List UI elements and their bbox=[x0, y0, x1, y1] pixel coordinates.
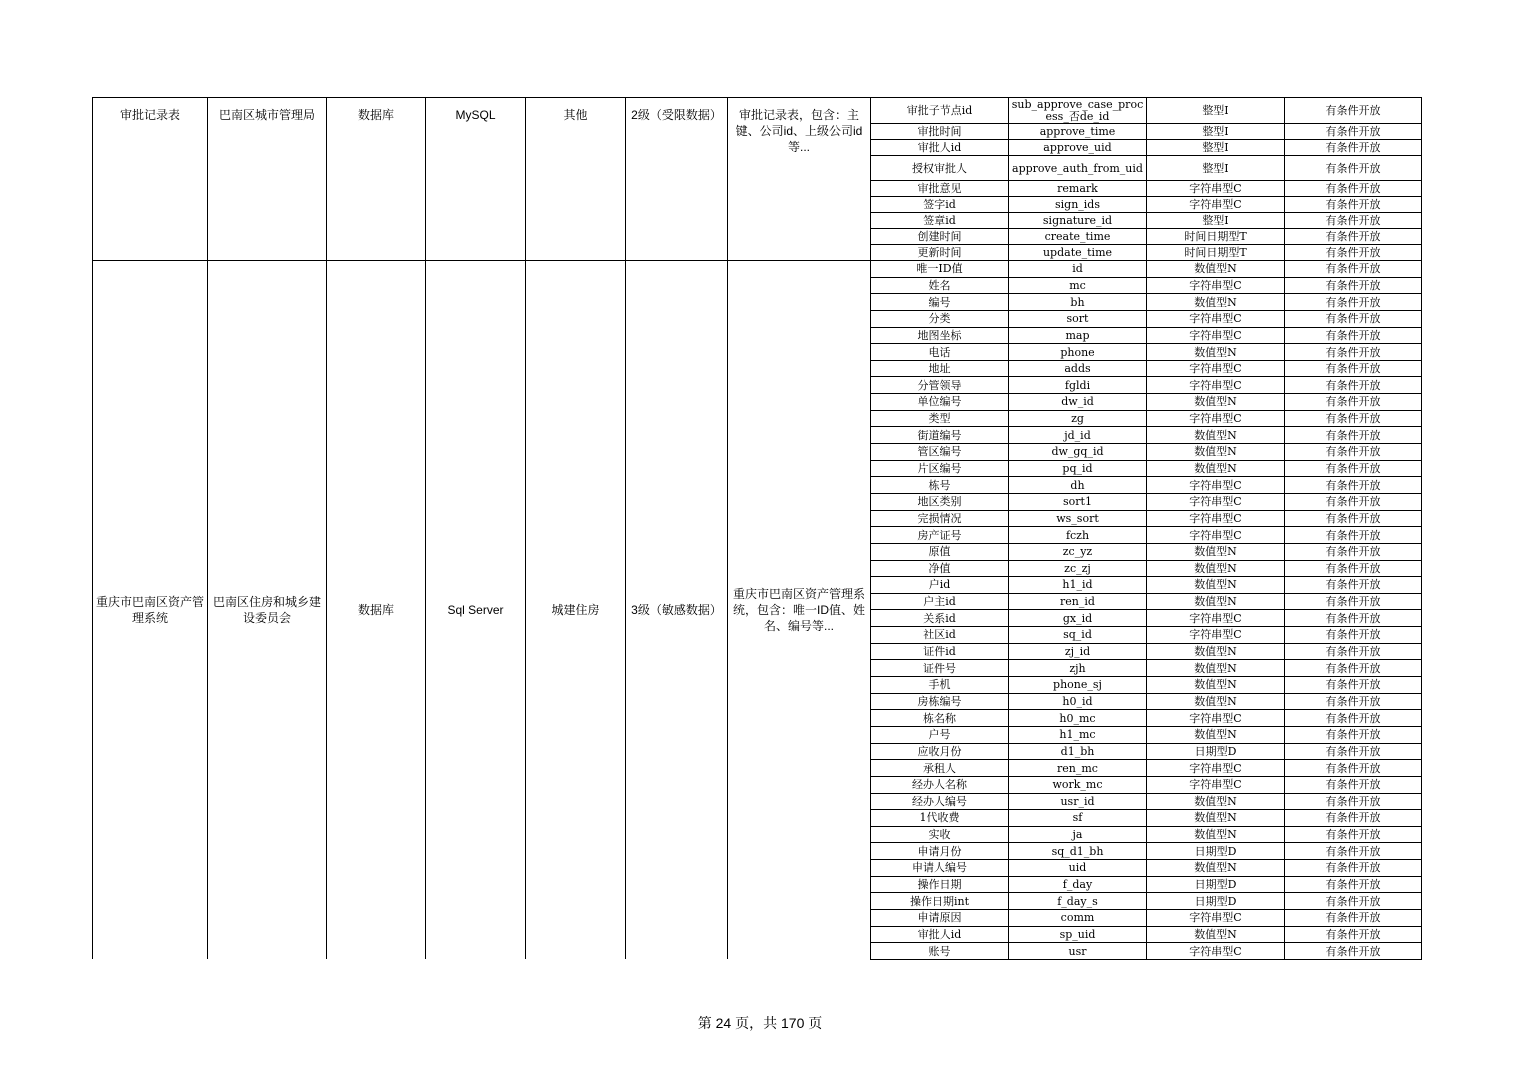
field-name-cell: 申请原因 bbox=[871, 909, 1009, 926]
security-level-cell-text: 3级（敏感数据） bbox=[631, 603, 722, 618]
field-type-cell: 字符串型C bbox=[1147, 943, 1285, 960]
field-type-cell: 字符串型C bbox=[1147, 627, 1285, 644]
field-code-cell: sort bbox=[1009, 310, 1147, 327]
field-type-cell: 整型I bbox=[1147, 98, 1285, 124]
field-name-cell: 片区编号 bbox=[871, 460, 1009, 477]
dbms-cell-text: Sql Server bbox=[447, 603, 504, 618]
field-name-cell: 更新时间 bbox=[871, 245, 1009, 261]
open-condition-cell: 有条件开放 bbox=[1285, 460, 1422, 477]
field-code-cell: sign_ids bbox=[1009, 197, 1147, 213]
field-code-cell: mc bbox=[1009, 277, 1147, 294]
field-code-cell: f_day bbox=[1009, 876, 1147, 893]
field-name-cell: 完损情况 bbox=[871, 510, 1009, 527]
open-condition-cell: 有条件开放 bbox=[1285, 760, 1422, 777]
field-code-cell: approve_time bbox=[1009, 124, 1147, 140]
field-type-cell: 字符串型C bbox=[1147, 410, 1285, 427]
field-code-cell: zjh bbox=[1009, 660, 1147, 677]
field-name-cell: 证件id bbox=[871, 643, 1009, 660]
field-type-cell: 字符串型C bbox=[1147, 277, 1285, 294]
dbms-cell-text: MySQL bbox=[455, 108, 496, 122]
open-condition-cell: 有条件开放 bbox=[1285, 593, 1422, 610]
open-condition-cell: 有条件开放 bbox=[1285, 627, 1422, 644]
open-condition-cell: 有条件开放 bbox=[1285, 909, 1422, 926]
field-type-cell: 字符串型C bbox=[1147, 610, 1285, 627]
field-name-cell: 单位编号 bbox=[871, 394, 1009, 411]
open-condition-cell: 有条件开放 bbox=[1285, 213, 1422, 229]
open-condition-cell: 有条件开放 bbox=[1285, 140, 1422, 156]
table-row bbox=[93, 261, 1422, 278]
field-type-cell: 数值型N bbox=[1147, 660, 1285, 677]
field-code-cell: ren_id bbox=[1009, 593, 1147, 610]
field-type-cell: 日期型D bbox=[1147, 743, 1285, 760]
open-condition-cell: 有条件开放 bbox=[1285, 245, 1422, 261]
field-code-cell: ren_mc bbox=[1009, 760, 1147, 777]
field-name-cell: 实收 bbox=[871, 826, 1009, 843]
field-name-cell: 街道编号 bbox=[871, 427, 1009, 444]
field-name-cell: 原值 bbox=[871, 543, 1009, 560]
field-name-cell: 户id bbox=[871, 577, 1009, 594]
data-catalog-table bbox=[92, 97, 1422, 960]
department-cell bbox=[208, 261, 327, 960]
field-type-cell: 数值型N bbox=[1147, 394, 1285, 411]
open-condition-cell: 有条件开放 bbox=[1285, 510, 1422, 527]
field-code-cell: adds bbox=[1009, 360, 1147, 377]
open-condition-cell: 有条件开放 bbox=[1285, 394, 1422, 411]
field-code-cell: phone_sj bbox=[1009, 677, 1147, 694]
field-type-cell: 数值型N bbox=[1147, 810, 1285, 827]
department-cell bbox=[208, 98, 327, 261]
description-cell bbox=[728, 98, 871, 261]
category-cell-text: 城建住房 bbox=[551, 603, 600, 618]
field-type-cell: 数值型N bbox=[1147, 693, 1285, 710]
field-code-cell: zc_yz bbox=[1009, 543, 1147, 560]
field-type-cell: 数值型N bbox=[1147, 926, 1285, 943]
open-condition-cell: 有条件开放 bbox=[1285, 229, 1422, 245]
dbms-cell bbox=[426, 261, 526, 960]
field-name-cell: 创建时间 bbox=[871, 229, 1009, 245]
field-code-cell: remark bbox=[1009, 181, 1147, 197]
field-type-cell: 字符串型C bbox=[1147, 377, 1285, 394]
field-code-cell: f_day_s bbox=[1009, 893, 1147, 910]
open-condition-cell: 有条件开放 bbox=[1285, 377, 1422, 394]
field-name-cell: 关系id bbox=[871, 610, 1009, 627]
field-code-cell: signature_id bbox=[1009, 213, 1147, 229]
security-level-cell bbox=[626, 98, 728, 261]
field-type-cell: 字符串型C bbox=[1147, 527, 1285, 544]
field-name-cell: 1代收费 bbox=[871, 810, 1009, 827]
field-type-cell: 数值型N bbox=[1147, 460, 1285, 477]
open-condition-cell: 有条件开放 bbox=[1285, 926, 1422, 943]
open-condition-cell: 有条件开放 bbox=[1285, 610, 1422, 627]
open-condition-cell: 有条件开放 bbox=[1285, 327, 1422, 344]
field-code-cell: id bbox=[1009, 261, 1147, 278]
field-code-cell: create_time bbox=[1009, 229, 1147, 245]
field-name-cell: 房栋编号 bbox=[871, 693, 1009, 710]
security-level-cell-text: 2级（受限数据） bbox=[631, 108, 722, 122]
field-name-cell: 申请人编号 bbox=[871, 860, 1009, 877]
field-type-cell: 数值型N bbox=[1147, 560, 1285, 577]
field-type-cell: 数值型N bbox=[1147, 344, 1285, 361]
field-name-cell: 承租人 bbox=[871, 760, 1009, 777]
department-cell-text: 巴南区住房和城乡建设委员会 bbox=[212, 595, 321, 626]
open-condition-cell: 有条件开放 bbox=[1285, 726, 1422, 743]
field-code-cell: sf bbox=[1009, 810, 1147, 827]
open-condition-cell: 有条件开放 bbox=[1285, 493, 1422, 510]
field-type-cell: 字符串型C bbox=[1147, 776, 1285, 793]
page-number-footer: 第 24 页，共 170 页 bbox=[697, 1015, 823, 1031]
field-type-cell: 数值型N bbox=[1147, 793, 1285, 810]
field-code-cell: approve_uid bbox=[1009, 140, 1147, 156]
field-code-cell: map bbox=[1009, 327, 1147, 344]
open-condition-cell: 有条件开放 bbox=[1285, 843, 1422, 860]
field-code-cell: zj_id bbox=[1009, 643, 1147, 660]
open-condition-cell: 有条件开放 bbox=[1285, 477, 1422, 494]
open-condition-cell: 有条件开放 bbox=[1285, 294, 1422, 311]
open-condition-cell: 有条件开放 bbox=[1285, 277, 1422, 294]
table-row bbox=[93, 98, 1422, 124]
field-type-cell: 字符串型C bbox=[1147, 760, 1285, 777]
field-code-cell: ja bbox=[1009, 826, 1147, 843]
field-code-cell: jd_id bbox=[1009, 427, 1147, 444]
field-code-cell: uid bbox=[1009, 860, 1147, 877]
field-name-cell: 户号 bbox=[871, 726, 1009, 743]
open-condition-cell: 有条件开放 bbox=[1285, 261, 1422, 278]
open-condition-cell: 有条件开放 bbox=[1285, 643, 1422, 660]
field-name-cell: 栋号 bbox=[871, 477, 1009, 494]
open-condition-cell: 有条件开放 bbox=[1285, 743, 1422, 760]
field-type-cell: 数值型N bbox=[1147, 593, 1285, 610]
department-cell-text: 巴南区城市管理局 bbox=[218, 108, 315, 122]
field-type-cell: 字符串型C bbox=[1147, 710, 1285, 727]
field-type-cell: 数值型N bbox=[1147, 577, 1285, 594]
field-type-cell: 字符串型C bbox=[1147, 493, 1285, 510]
field-type-cell: 字符串型C bbox=[1147, 909, 1285, 926]
field-type-cell: 时间日期型T bbox=[1147, 229, 1285, 245]
field-type-cell: 字符串型C bbox=[1147, 477, 1285, 494]
field-code-cell: zg bbox=[1009, 410, 1147, 427]
field-type-cell: 数值型N bbox=[1147, 427, 1285, 444]
system-name-cell bbox=[93, 98, 208, 261]
field-type-cell: 字符串型C bbox=[1147, 310, 1285, 327]
field-code-cell: bh bbox=[1009, 294, 1147, 311]
resource-type-cell-text: 数据库 bbox=[357, 603, 394, 618]
field-type-cell: 整型I bbox=[1147, 140, 1285, 156]
field-type-cell: 数值型N bbox=[1147, 444, 1285, 461]
field-code-cell: sq_id bbox=[1009, 627, 1147, 644]
field-code-cell: sq_d1_bh bbox=[1009, 843, 1147, 860]
field-code-cell: dh bbox=[1009, 477, 1147, 494]
category-cell bbox=[526, 98, 626, 261]
resource-type-cell-text: 数据库 bbox=[357, 108, 394, 122]
field-name-cell: 经办人编号 bbox=[871, 793, 1009, 810]
field-code-cell: usr bbox=[1009, 943, 1147, 960]
field-code-cell: h1_mc bbox=[1009, 726, 1147, 743]
field-type-cell: 整型I bbox=[1147, 124, 1285, 140]
open-condition-cell: 有条件开放 bbox=[1285, 876, 1422, 893]
dbms-cell bbox=[426, 98, 526, 261]
field-code-cell: fgldi bbox=[1009, 377, 1147, 394]
field-name-cell: 操作日期int bbox=[871, 893, 1009, 910]
field-type-cell: 数值型N bbox=[1147, 294, 1285, 311]
open-condition-cell: 有条件开放 bbox=[1285, 181, 1422, 197]
field-code-cell: approve_auth_from_uid bbox=[1009, 156, 1147, 181]
category-cell bbox=[526, 261, 626, 960]
field-name-cell: 姓名 bbox=[871, 277, 1009, 294]
field-code-cell: update_time bbox=[1009, 245, 1147, 261]
open-condition-cell: 有条件开放 bbox=[1285, 543, 1422, 560]
field-code-cell: sort1 bbox=[1009, 493, 1147, 510]
open-condition-cell: 有条件开放 bbox=[1285, 677, 1422, 694]
system-name-cell-text: 审批记录表 bbox=[119, 108, 180, 122]
field-name-cell: 证件号 bbox=[871, 660, 1009, 677]
field-name-cell: 审批人id bbox=[871, 140, 1009, 156]
open-condition-cell: 有条件开放 bbox=[1285, 124, 1422, 140]
field-type-cell: 字符串型C bbox=[1147, 360, 1285, 377]
field-name-cell: 分类 bbox=[871, 310, 1009, 327]
field-type-cell: 整型I bbox=[1147, 213, 1285, 229]
field-type-cell: 数值型N bbox=[1147, 261, 1285, 278]
field-type-cell: 数值型N bbox=[1147, 726, 1285, 743]
field-code-cell: fczh bbox=[1009, 527, 1147, 544]
field-name-cell: 操作日期 bbox=[871, 876, 1009, 893]
field-name-cell: 唯一ID值 bbox=[871, 261, 1009, 278]
open-condition-cell: 有条件开放 bbox=[1285, 776, 1422, 793]
field-name-cell: 审批子节点id bbox=[871, 98, 1009, 124]
open-condition-cell: 有条件开放 bbox=[1285, 826, 1422, 843]
field-name-cell: 审批人id bbox=[871, 926, 1009, 943]
field-type-cell: 数值型N bbox=[1147, 643, 1285, 660]
open-condition-cell: 有条件开放 bbox=[1285, 693, 1422, 710]
open-condition-cell: 有条件开放 bbox=[1285, 98, 1422, 124]
field-type-cell: 日期型D bbox=[1147, 876, 1285, 893]
field-code-cell: d1_bh bbox=[1009, 743, 1147, 760]
field-name-cell: 授权审批人 bbox=[871, 156, 1009, 181]
field-type-cell: 数值型N bbox=[1147, 860, 1285, 877]
system-name-cell-text: 重庆市巴南区资产管理系统 bbox=[95, 595, 204, 626]
open-condition-cell: 有条件开放 bbox=[1285, 427, 1422, 444]
field-code-cell: sp_uid bbox=[1009, 926, 1147, 943]
field-type-cell: 数值型N bbox=[1147, 677, 1285, 694]
open-condition-cell: 有条件开放 bbox=[1285, 156, 1422, 181]
open-condition-cell: 有条件开放 bbox=[1285, 860, 1422, 877]
field-code-cell: gx_id bbox=[1009, 610, 1147, 627]
field-type-cell: 字符串型C bbox=[1147, 181, 1285, 197]
field-name-cell: 地图坐标 bbox=[871, 327, 1009, 344]
field-type-cell: 字符串型C bbox=[1147, 327, 1285, 344]
field-type-cell: 日期型D bbox=[1147, 843, 1285, 860]
field-type-cell: 整型I bbox=[1147, 156, 1285, 181]
field-name-cell: 房产证号 bbox=[871, 527, 1009, 544]
description-cell bbox=[728, 261, 871, 960]
open-condition-cell: 有条件开放 bbox=[1285, 810, 1422, 827]
field-code-cell: comm bbox=[1009, 909, 1147, 926]
field-name-cell: 经办人名称 bbox=[871, 776, 1009, 793]
field-type-cell: 时间日期型T bbox=[1147, 245, 1285, 261]
field-name-cell: 类型 bbox=[871, 410, 1009, 427]
field-code-cell: h0_id bbox=[1009, 693, 1147, 710]
description-cell-text: 重庆市巴南区资产管理系统，包含：唯一ID值、姓名、编号等... bbox=[732, 587, 865, 634]
field-name-cell: 地区类别 bbox=[871, 493, 1009, 510]
field-code-cell: h1_id bbox=[1009, 577, 1147, 594]
field-code-cell: dw_gq_id bbox=[1009, 444, 1147, 461]
field-name-cell: 户主id bbox=[871, 593, 1009, 610]
description-cell-text: 审批记录表，包含：主键、公司id、上级公司id等... bbox=[735, 108, 863, 154]
field-name-cell: 签字id bbox=[871, 197, 1009, 213]
security-level-cell bbox=[626, 261, 728, 960]
field-name-cell: 申请月份 bbox=[871, 843, 1009, 860]
open-condition-cell: 有条件开放 bbox=[1285, 344, 1422, 361]
field-name-cell: 手机 bbox=[871, 677, 1009, 694]
field-code-cell: pq_id bbox=[1009, 460, 1147, 477]
field-name-cell: 栋名称 bbox=[871, 710, 1009, 727]
system-name-cell bbox=[93, 261, 208, 960]
field-name-cell: 管区编号 bbox=[871, 444, 1009, 461]
open-condition-cell: 有条件开放 bbox=[1285, 410, 1422, 427]
field-name-cell: 审批意见 bbox=[871, 181, 1009, 197]
open-condition-cell: 有条件开放 bbox=[1285, 660, 1422, 677]
open-condition-cell: 有条件开放 bbox=[1285, 310, 1422, 327]
open-condition-cell: 有条件开放 bbox=[1285, 793, 1422, 810]
field-code-cell: sub_approve_case_process_否de_id bbox=[1009, 98, 1147, 124]
open-condition-cell: 有条件开放 bbox=[1285, 527, 1422, 544]
category-cell-text: 其他 bbox=[563, 108, 588, 122]
open-condition-cell: 有条件开放 bbox=[1285, 943, 1422, 960]
field-type-cell: 数值型N bbox=[1147, 543, 1285, 560]
field-name-cell: 分管领导 bbox=[871, 377, 1009, 394]
field-code-cell: phone bbox=[1009, 344, 1147, 361]
resource-type-cell bbox=[327, 98, 426, 261]
field-name-cell: 签章id bbox=[871, 213, 1009, 229]
field-type-cell: 字符串型C bbox=[1147, 510, 1285, 527]
field-name-cell: 社区id bbox=[871, 627, 1009, 644]
field-name-cell: 地址 bbox=[871, 360, 1009, 377]
open-condition-cell: 有条件开放 bbox=[1285, 577, 1422, 594]
field-name-cell: 应收月份 bbox=[871, 743, 1009, 760]
resource-type-cell bbox=[327, 261, 426, 960]
field-code-cell: h0_mc bbox=[1009, 710, 1147, 727]
field-type-cell: 字符串型C bbox=[1147, 197, 1285, 213]
field-code-cell: zc_zj bbox=[1009, 560, 1147, 577]
field-code-cell: work_mc bbox=[1009, 776, 1147, 793]
open-condition-cell: 有条件开放 bbox=[1285, 710, 1422, 727]
field-name-cell: 编号 bbox=[871, 294, 1009, 311]
field-name-cell: 净值 bbox=[871, 560, 1009, 577]
open-condition-cell: 有条件开放 bbox=[1285, 560, 1422, 577]
open-condition-cell: 有条件开放 bbox=[1285, 197, 1422, 213]
field-code-cell: usr_id bbox=[1009, 793, 1147, 810]
open-condition-cell: 有条件开放 bbox=[1285, 893, 1422, 910]
field-name-cell: 审批时间 bbox=[871, 124, 1009, 140]
field-type-cell: 日期型D bbox=[1147, 893, 1285, 910]
field-code-cell: ws_sort bbox=[1009, 510, 1147, 527]
field-name-cell: 账号 bbox=[871, 943, 1009, 960]
field-type-cell: 数值型N bbox=[1147, 826, 1285, 843]
open-condition-cell: 有条件开放 bbox=[1285, 444, 1422, 461]
field-name-cell: 电话 bbox=[871, 344, 1009, 361]
open-condition-cell: 有条件开放 bbox=[1285, 360, 1422, 377]
field-code-cell: dw_id bbox=[1009, 394, 1147, 411]
